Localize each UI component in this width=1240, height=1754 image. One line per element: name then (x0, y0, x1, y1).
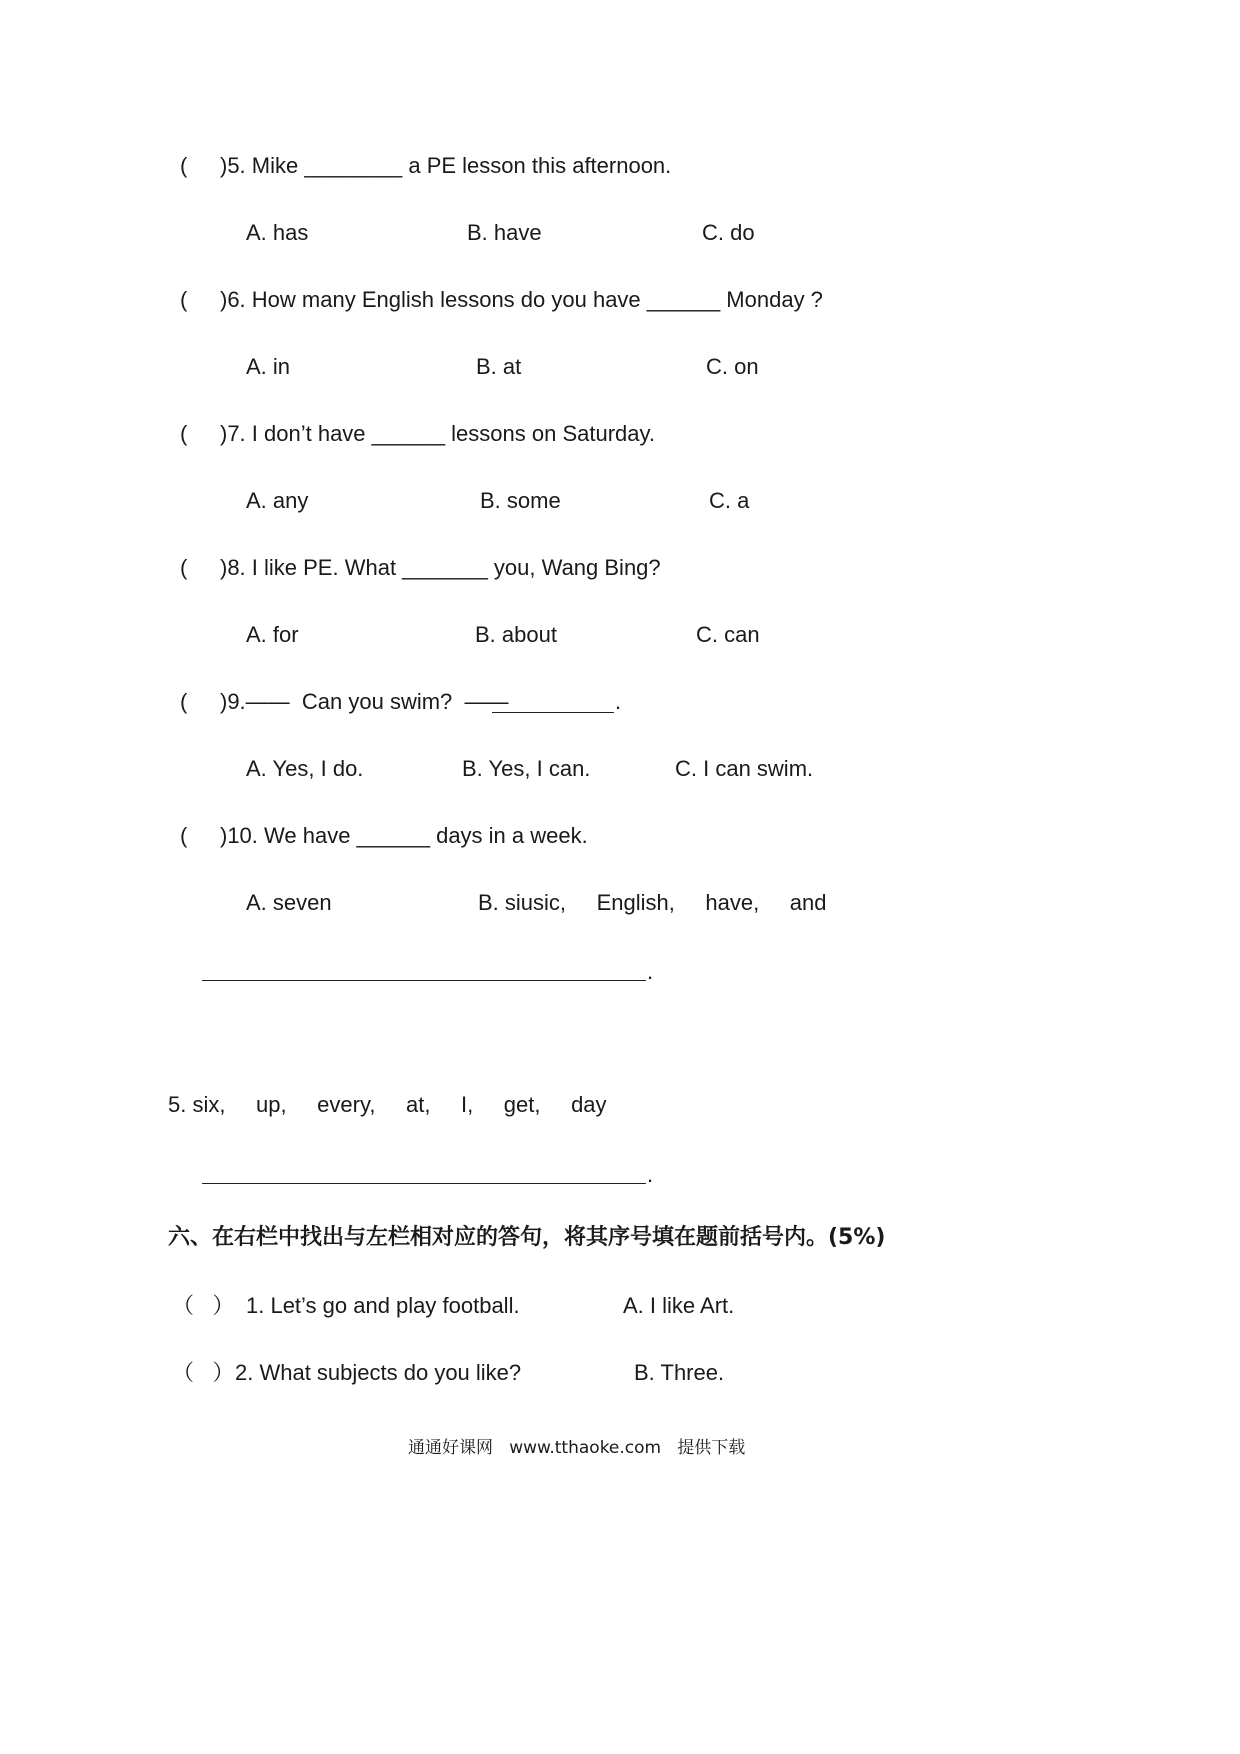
option-b: B. about (475, 622, 557, 647)
question-stem: )10. We have ______ days in a week. (220, 823, 588, 848)
question-stem: )5. Mike ________ a PE lesson this afternoon. (220, 153, 672, 178)
option-c: C. can (696, 622, 760, 647)
option-a: A. seven (246, 890, 332, 915)
right-column-item: B. Three. (634, 1360, 725, 1385)
option-a: A. for (246, 622, 299, 647)
option-b: B. some (480, 488, 561, 513)
question-stem: )6. How many English lessons do you have ______ Monday ? (220, 287, 823, 312)
section-heading: 六、在右栏中找出与左栏相对应的答句，将其序号填在题前括号内。(5%) (168, 1225, 886, 1250)
sentence-period: . (647, 959, 654, 984)
option-b: B. have (467, 220, 542, 245)
option-c: C. on (706, 354, 759, 379)
option-b: B. Yes, I can. (462, 756, 591, 781)
question-stem: )7. I don’t have ______ lessons on Saturday. (220, 421, 655, 446)
option-a: A. Yes, I do. (246, 756, 364, 781)
option-c: C. a (709, 488, 750, 513)
option-a: A. in (246, 354, 291, 379)
question-stem: )8. I like PE. What _______ you, Wang Bing? (220, 555, 661, 580)
left-column-item: 2. What subjects do you like? (235, 1360, 522, 1385)
sentence-period: . (647, 1162, 654, 1187)
right-column-item: A. I like Art. (623, 1293, 735, 1318)
writing-answer-line-1[interactable] (202, 980, 646, 981)
word-order-item-5: 5. six, up, every, at, I, get, day (168, 1092, 607, 1117)
answer-bracket: ( (180, 555, 188, 580)
option-a: A. any (246, 488, 309, 513)
option-c: C. do (702, 220, 755, 245)
option-c: C. I can swim. (675, 756, 814, 781)
option-b: B. at (476, 354, 522, 379)
answer-bracket: ( (180, 153, 188, 178)
answer-bracket: （ ） (172, 1360, 235, 1385)
writing-answer-line-2[interactable] (202, 1183, 646, 1184)
option-b: B. siusic, English, have, and (478, 890, 827, 915)
sentence-period: . (615, 689, 622, 714)
answer-bracket: （ ） (172, 1293, 235, 1318)
question-stem: )9.—— Can you swim? —— (220, 689, 509, 714)
answer-bracket: ( (180, 823, 188, 848)
answer-bracket: ( (180, 689, 188, 714)
left-column-item: 1. Let’s go and play football. (246, 1293, 520, 1318)
answer-blank-line (492, 712, 614, 713)
answer-bracket: ( (180, 421, 188, 446)
option-a: A. has (246, 220, 309, 245)
answer-bracket: ( (180, 287, 188, 312)
page-footer: 通通好课网 www.tthaoke.com 提供下载 (408, 1438, 746, 1458)
